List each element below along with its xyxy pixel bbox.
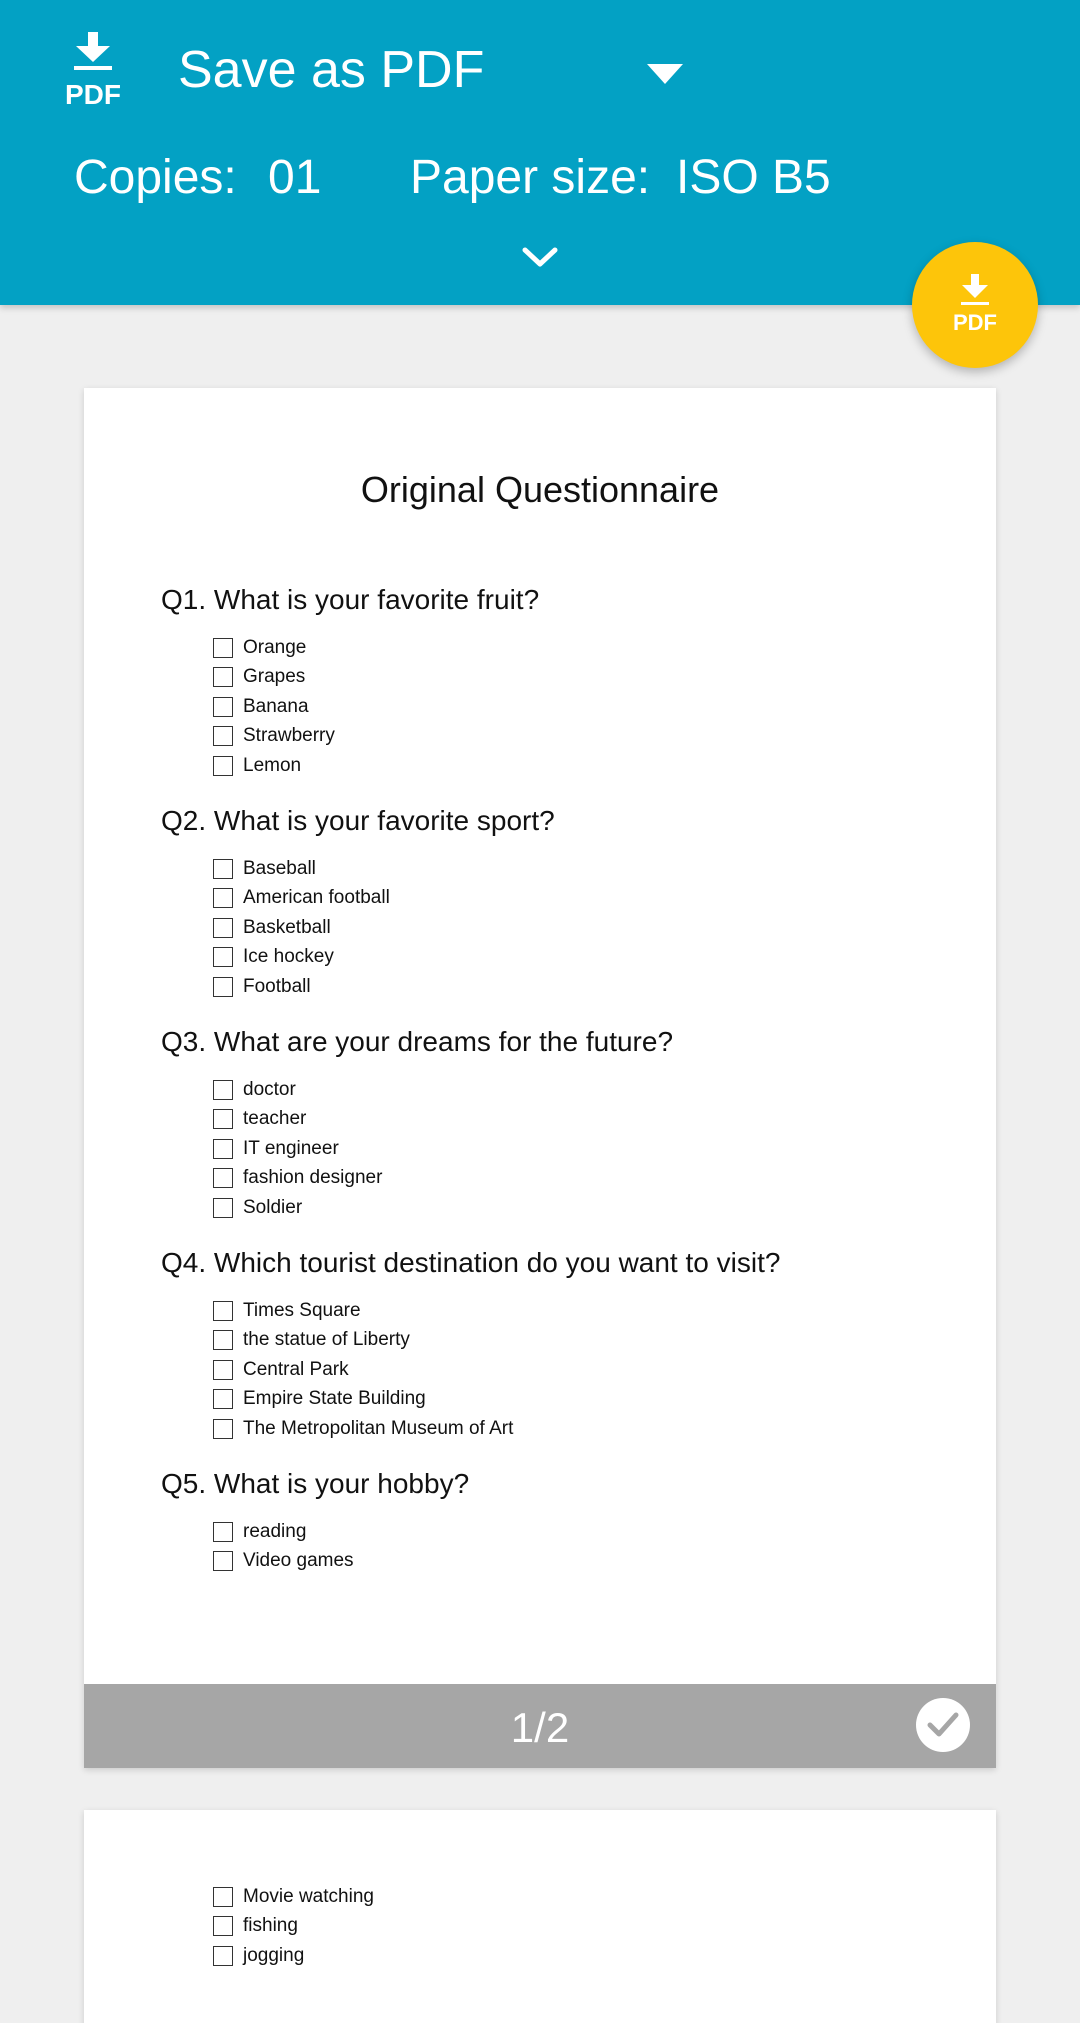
save-pdf-button[interactable]: [912, 242, 1038, 368]
option-label: Banana: [243, 695, 309, 717]
checkbox[interactable]: [213, 638, 233, 658]
svg-text:PDF: PDF: [65, 79, 121, 110]
page-preview-2[interactable]: [84, 1810, 996, 2023]
option-item[interactable]: [213, 974, 311, 1000]
checkbox[interactable]: [213, 1551, 233, 1571]
copies-value[interactable]: 01: [268, 151, 322, 204]
question-text: Q5. What is your hobby?: [161, 1468, 470, 1499]
option-label: the statue of Liberty: [243, 1329, 410, 1351]
option-item[interactable]: [213, 1327, 410, 1353]
checkbox[interactable]: [213, 1522, 233, 1542]
checkbox[interactable]: [213, 918, 233, 938]
checkbox[interactable]: [213, 1389, 233, 1409]
paper-size-value[interactable]: ISO B5: [676, 151, 831, 204]
checkbox[interactable]: [213, 1109, 233, 1129]
option-item[interactable]: [213, 915, 331, 941]
option-item[interactable]: [213, 1357, 349, 1383]
paper-size-label: Paper size:: [410, 151, 651, 204]
question-text: Q4. Which tourist destination do you want to visit?: [161, 1247, 781, 1278]
option-label: teacher: [243, 1108, 307, 1130]
page-preview-1[interactable]: [84, 388, 996, 1768]
question-text: Q2. What is your favorite sport?: [161, 805, 555, 836]
option-item[interactable]: [213, 1884, 374, 1910]
option-label: doctor: [243, 1079, 296, 1100]
print-options-header: [0, 0, 1080, 305]
option-label: Grapes: [243, 666, 306, 688]
pdf-download-icon: [58, 28, 128, 110]
option-item[interactable]: [213, 1077, 296, 1103]
checkbox[interactable]: [213, 977, 233, 997]
option-label: IT engineer: [243, 1137, 339, 1159]
option-label: Strawberry: [243, 725, 335, 747]
checkbox[interactable]: [213, 1916, 233, 1936]
option-label: Lemon: [243, 754, 302, 776]
option-label: Football: [243, 975, 311, 997]
option-item[interactable]: [213, 1195, 302, 1221]
dropdown-arrow-icon[interactable]: [645, 60, 685, 88]
checkbox[interactable]: [213, 859, 233, 879]
page-footer: [84, 1684, 996, 1768]
checkbox[interactable]: [213, 1080, 233, 1100]
option-item[interactable]: [213, 1943, 304, 1969]
option-item[interactable]: [213, 1913, 298, 1939]
question-text: Q1. What is your favorite fruit?: [161, 584, 540, 615]
page-number: 1/2: [510, 1704, 570, 1751]
option-item[interactable]: [213, 885, 390, 911]
option-item[interactable]: [213, 694, 309, 720]
check-icon: [927, 1710, 959, 1740]
option-label: Soldier: [243, 1196, 303, 1218]
option-label: American football: [243, 887, 390, 909]
option-item[interactable]: [213, 1165, 382, 1191]
option-item[interactable]: [213, 1416, 513, 1442]
checkbox[interactable]: [213, 1168, 233, 1188]
option-label: jogging: [243, 1944, 305, 1966]
option-item[interactable]: [213, 753, 301, 779]
option-label: Central Park: [243, 1358, 349, 1380]
checkbox[interactable]: [213, 1330, 233, 1350]
checkbox[interactable]: [213, 1946, 233, 1966]
svg-text:PDF: PDF: [953, 310, 997, 335]
question-text: Q3. What are your dreams for the future?: [161, 1026, 674, 1057]
option-item[interactable]: [213, 664, 305, 690]
option-item[interactable]: [213, 944, 334, 970]
checkbox[interactable]: [213, 667, 233, 687]
checkbox[interactable]: [213, 1419, 233, 1439]
option-item[interactable]: [213, 635, 306, 661]
checkbox[interactable]: [213, 1301, 233, 1321]
option-item[interactable]: [213, 723, 335, 749]
printer-select[interactable]: Save as PDF: [178, 41, 485, 99]
option-label: Video games: [243, 1550, 354, 1572]
option-label: Baseball: [243, 858, 316, 879]
option-item[interactable]: [213, 1386, 426, 1412]
option-item[interactable]: [213, 856, 316, 882]
pdf-download-icon: [950, 272, 1000, 336]
option-label: fashion designer: [243, 1167, 383, 1189]
option-item[interactable]: [213, 1298, 361, 1324]
option-label: Movie watching: [243, 1886, 374, 1907]
page-select-toggle[interactable]: [916, 1698, 970, 1752]
checkbox[interactable]: [213, 888, 233, 908]
option-label: Times Square: [243, 1300, 361, 1321]
option-label: Empire State Building: [243, 1388, 426, 1410]
checkbox[interactable]: [213, 726, 233, 746]
checkbox[interactable]: [213, 1198, 233, 1218]
chevron-down-icon[interactable]: [520, 244, 560, 270]
checkbox[interactable]: [213, 1139, 233, 1159]
checkbox[interactable]: [213, 697, 233, 717]
option-label: Basketball: [243, 916, 331, 938]
option-label: fishing: [243, 1915, 298, 1937]
option-label: Orange: [243, 637, 307, 658]
option-label: reading: [243, 1521, 307, 1542]
option-label: Ice hockey: [243, 946, 334, 968]
document-title: Original Questionnaire: [360, 469, 720, 510]
option-item[interactable]: [213, 1106, 306, 1132]
option-item[interactable]: [213, 1136, 339, 1162]
copies-label: Copies:: [74, 151, 237, 204]
checkbox[interactable]: [213, 1360, 233, 1380]
checkbox[interactable]: [213, 756, 233, 776]
option-item[interactable]: [213, 1548, 354, 1574]
option-item[interactable]: [213, 1519, 306, 1545]
option-label: The Metropolitan Museum of Art: [243, 1417, 514, 1439]
checkbox[interactable]: [213, 1887, 233, 1907]
checkbox[interactable]: [213, 947, 233, 967]
